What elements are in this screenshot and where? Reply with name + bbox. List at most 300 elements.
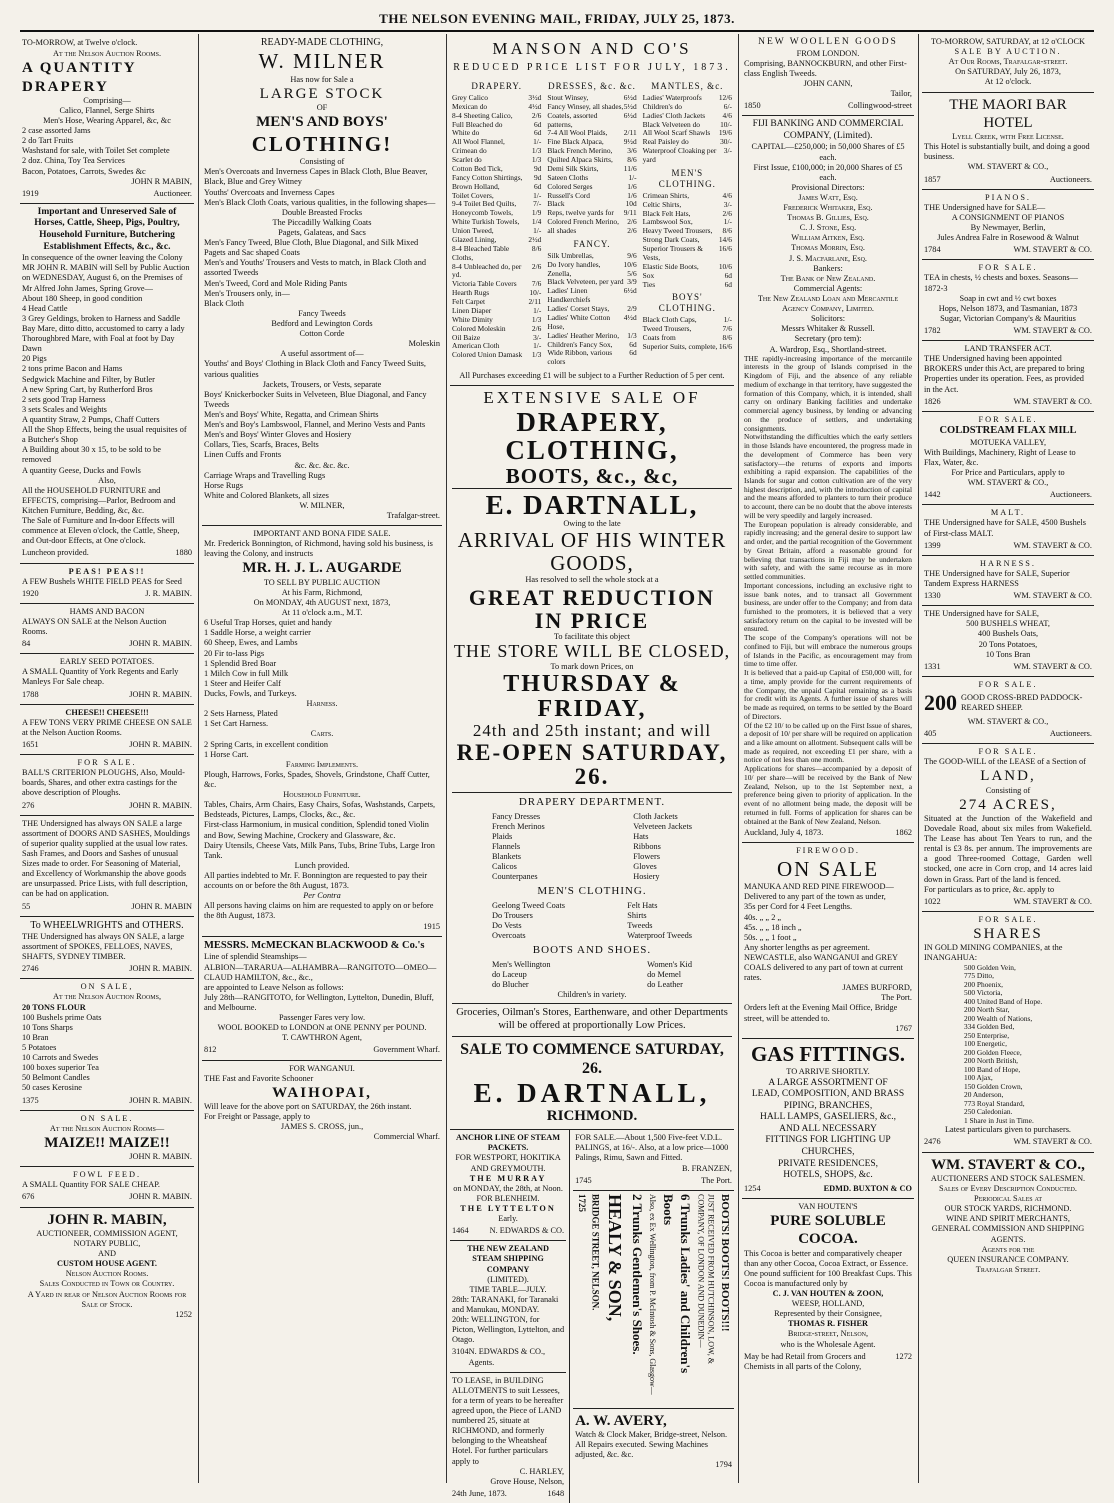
list-item: All parties indebted to Mr. F. Bonnington are requested to pay their accounts on or before the 8th August, 1873. <box>204 870 428 891</box>
ad-when: Early. <box>498 1214 518 1224</box>
ad-line: Sugar, Victorian Company's & Mauritius <box>940 313 1076 323</box>
list-item: 2 do Tart Fruits <box>22 136 74 146</box>
ad-code: 1375 <box>22 1095 39 1105</box>
ad-line: Jules Andrea Falre in Rosewood & Walnut <box>937 233 1079 243</box>
list-item: Bacon, Potatoes, Carrots, Swedes &c <box>22 166 146 176</box>
price-value: 3/6 <box>627 146 637 156</box>
ad-who: who is the Wholesale Agent. <box>780 1339 876 1349</box>
ad-augarde <box>202 526 442 936</box>
price-item: 8-4 Unbleached do, per yd. <box>452 261 522 280</box>
price-value: 14/6 <box>718 235 732 245</box>
list-item: do Laceup <box>492 969 527 979</box>
price-item: all shades <box>547 226 577 236</box>
ad-name: EDMD. BUXTON & CO <box>823 1183 912 1193</box>
price-item: Ladies' Cloth Jackets <box>642 110 706 120</box>
list-item: Men's Hose, Wearing Apparel, &c, &c <box>43 116 171 126</box>
ad-title: CHEESE!! CHEESE!!! <box>65 707 149 717</box>
price-item: Honeycomb Towels, <box>452 208 513 218</box>
ad-intro: Has now for Sale a <box>290 74 354 84</box>
ad-agent: T. CAWTHRON Agent, <box>282 1033 362 1043</box>
list-item: William Aitken, Esq. <box>791 233 865 243</box>
ad-line: Trafalgar Street. <box>975 1264 1041 1274</box>
ad-num: 200 <box>924 689 957 715</box>
list-item: 100 Ajax, <box>964 1073 993 1083</box>
list-item: are appointed to Leave Nelson as follows: <box>204 982 344 992</box>
price-head: BOYS' CLOTHING. <box>658 292 716 314</box>
ad-code: 1272 <box>895 1351 912 1361</box>
list-item: Men's Overcoats and Inverness Capes in Black Cloth, Blue Beaver, Black, Blue and Grey Witney <box>204 167 428 187</box>
price-item: Union Tweed, <box>452 226 494 236</box>
list-item: CHURCHES, <box>801 1147 855 1157</box>
list-item: 250 Enterprise, <box>964 1030 1010 1040</box>
list-item: Sedgwick Machine and Filter, by Butler <box>22 374 155 384</box>
ad-fowl-feed <box>20 1167 194 1207</box>
price-item: Colored Moleskin <box>452 323 506 333</box>
ad-when: TO-MORROW, at Twelve o'clock. <box>22 38 138 47</box>
list-item: Bedford and Lewington Cords <box>271 318 373 328</box>
ad-sol: Solicitors: <box>810 314 846 324</box>
ad-role: Tailor, <box>890 89 912 99</box>
list-item: do Leather <box>647 979 683 989</box>
ad-title: FOR WANGANUI. <box>289 1063 355 1073</box>
list-item: AND ALL NECESSARY <box>779 1123 877 1134</box>
ad-flour <box>20 979 194 1110</box>
ad-potatoes <box>20 654 194 704</box>
ad-line: BOOTS, &c., &c, <box>505 463 679 488</box>
ad-capital: CAPITAL—£250,000; in 50,000 Shares of £5 each. <box>751 142 905 162</box>
price-item: Fancy Winsey, all shades, <box>547 101 624 111</box>
price-value: 4½d <box>528 101 542 111</box>
price-item: Cotton Bed Tick, <box>452 163 503 173</box>
price-value: 9d <box>533 163 542 173</box>
price-item: Superior Suits, complete, <box>642 342 718 352</box>
ad-seller: JOHN R. MABIN. <box>129 1095 192 1105</box>
price-item: Colored French Merino, <box>547 217 619 227</box>
price-item: Fine Black Alpaca, <box>547 137 604 147</box>
ad-code: 1920 <box>22 588 39 598</box>
column-4 <box>742 34 914 1483</box>
price-value: 16/6 <box>718 244 732 254</box>
ad-healy-boots <box>573 1191 734 1409</box>
list-item: 6 Useful Trap Horses, quiet and handy <box>204 618 332 628</box>
ad-fiji-bank <box>742 116 914 843</box>
list-item: 1 Horse Cart. <box>204 749 249 759</box>
list-item: Bay Mare, ditto ditto, accustomed to carry a lady <box>22 323 185 333</box>
ad-line: CUSTOM HOUSE AGENT. <box>57 1259 157 1269</box>
ad-sign: W. MILNER, <box>299 500 345 510</box>
ad-body: THE Undersigned having been appointed BROKERS under this Act, are prepared to bring Properties under its operation. Fees, as provided in the Act. <box>924 354 1085 394</box>
ad-title: FOR SALE. <box>77 758 137 768</box>
price-item: All Wool Scarf Shawls <box>642 128 711 138</box>
list-item: 500 Golden Vein, <box>964 962 1016 972</box>
ad-title: PIANOS. <box>984 192 1032 202</box>
list-item: 3 Grey Geldings, broken to Harness and Saddle <box>22 313 181 323</box>
list-item: A useful assortment of— <box>280 349 364 359</box>
ad-line: BOOTS! BOOTS! BOOTS!!! <box>719 1193 731 1332</box>
list-item: Ducks, Fowls, and Turkeys. <box>204 688 297 698</box>
price-item: Coats from <box>642 333 676 343</box>
list-item: 200 Wealth of Nations, <box>964 1013 1033 1023</box>
list-item: 1 Steer and Heifer Calf <box>204 678 281 688</box>
ad-anchor-line <box>450 1130 566 1241</box>
price-item: Demi Silk Skirts, <box>547 163 599 173</box>
list-item: 1 Set Cart Harness. <box>204 719 269 729</box>
ad-name: A. W. AVERY, <box>575 1412 667 1429</box>
price-value: 30/- <box>720 137 732 147</box>
list-item: A LARGE ASSORTMENT OF <box>768 1077 888 1088</box>
ad-line: 2 Trunks Gentlemen's Shoes. <box>629 1193 645 1355</box>
list-item: Counterpanes <box>492 872 538 882</box>
ad-title: MALT. <box>990 508 1026 518</box>
price-item: Russell's Cord <box>547 190 590 200</box>
price-item: Real Paisley do <box>642 137 689 147</box>
ad-name: WM. STAVERT & CO. <box>1013 540 1092 550</box>
price-item: Felt Carpet <box>452 297 486 307</box>
price-value: 3/- <box>723 146 732 156</box>
ad-intro: MR JOHN R. MABIN will Sell by Public Auction on WEDNESDAY, August 6, on the Premises of Mr Alfred John James, Spring Grove— <box>22 263 190 293</box>
price-item: Heavy Tweed Trousers, <box>642 226 713 236</box>
price-value: 1/- <box>533 226 542 236</box>
ad-dartnall <box>450 386 734 1130</box>
ad-code: 84 <box>22 639 31 649</box>
ad-body: MANUKA AND RED PINE FIREWOOD—Delivered to any part of the town as under, <box>744 882 894 902</box>
ad-body: THE Undersigned has always ON SALE a large assortment of DOORS AND SASHES, Mouldings of superior quality supplied at the usual low rates. Sash Frames, and Doors and Sashes of unusual Sizes made to order. For Seasoning of Material, and Excellency of Workmanship the above goods are unsurpassed. Price Lists, with full description, can be had on application. <box>22 818 190 899</box>
ad-line: GREAT REDUCTION IN PRICE <box>468 584 716 633</box>
ad-sub: Consisting of <box>985 785 1031 795</box>
list-item: 100 Bushels prime Oats <box>22 1012 102 1022</box>
list-item: White and Colored Blankets, all sizes <box>204 490 329 500</box>
ad-mcmeckan <box>202 937 442 1061</box>
ad-title: VAN HOUTEN'S <box>798 1201 858 1211</box>
ad-name: MESSRS. McMECKAN BLACKWOOD & Co.'s <box>204 939 425 951</box>
list-item: Calico, Flannel, Serge Shirts <box>59 105 155 115</box>
ad-dest: FOR BLENHEIM. <box>476 1193 540 1203</box>
ad-line: To mark down Prices, on <box>550 661 634 671</box>
price-item: Black Velveteen, per yard <box>547 277 624 287</box>
ad-line: THURSDAY & FRIDAY, <box>503 670 681 722</box>
ad-groceries: Groceries, Oilman's Stores, Earthenware, and other Departments will be offered at proportionally Low Prices. <box>452 1003 732 1033</box>
ad-line: DRAPERY, CLOTHING, <box>505 407 679 466</box>
ad-line: ARRIVAL OF HIS WINTER GOODS, <box>457 528 727 576</box>
price-item: Brown Holland, <box>452 181 500 191</box>
list-item: Applications for shares—accompanied by a deposit of 10/ per share—will be received by the Bank of New Zealand, Nelson, up to the 1st September next, a preference being given to priority of application. In the event of no allotment being made, the deposit will be returned in full. Forms of application for shares can be obtained at the Bank of New Zealand, Nelson. <box>744 764 912 826</box>
ad-line: Soap in cwt and ½ cwt boxes <box>959 293 1057 303</box>
ad-body: GOOD CROSS-BRED PADDOCK-REARED SHEEP. <box>961 693 1083 713</box>
price-item: White Dimity <box>452 314 493 324</box>
price-value: 6/- <box>723 101 732 111</box>
ad-place: WEESP, HOLLAND, <box>791 1299 865 1309</box>
ad-line: WINE AND SPIRIT MERCHANTS, <box>946 1214 1070 1224</box>
ad-coal: NEWCASTLE, also WANGANUI and GREY COALS delivered to any part of town at current rates. <box>744 952 903 983</box>
ad-role: Auctioneers. <box>1049 174 1092 184</box>
ad-agent: N. EDWARDS & CO., Agents. <box>468 1347 546 1367</box>
ad-body: A SMALL Quantity of York Regents and Early Manleys For Sale cheap. <box>22 667 179 687</box>
price-item: Victoria Table Covers <box>452 279 517 289</box>
list-item: It is believed that a paid-up Capital of £50,000 will, for a time, amply provide for the current requirements of the Company, the unpaid Capital remaining as a basis for credit with its Agents. A further issue of shares will be made as required, on terms to be settled by the Board of Directors. <box>744 668 912 721</box>
price-head: FANCY. <box>573 238 611 249</box>
price-value: 7/6 <box>722 324 732 334</box>
list-item: 20 TONS FLOUR <box>22 1002 86 1012</box>
list-item: Linen Cuffs and Fronts <box>204 450 282 460</box>
list-item: 4 Head Cattle <box>22 303 68 313</box>
ad-title: FOR SALE. <box>978 679 1038 689</box>
ad-line: A CONSIGNMENT OF PIANOS <box>951 212 1065 222</box>
ad-headline: A QUANTITY DRAPERY <box>22 60 137 95</box>
list-item: PRIVATE RESIDENCES, <box>777 1158 879 1169</box>
list-item: Important concessions, including an exclusive right to issue bank notes, and to transact all Government business, are under offer to the Company; and from data furnished to the promoters, it is believed that a very satisfactory return on the capital to be invested will be ensured. <box>744 580 912 634</box>
ad-when: TO-MORROW, SATURDAY, at 12 o'CLOCK <box>930 37 1086 46</box>
price-value: 6½d <box>623 92 637 102</box>
column-center <box>450 34 734 1498</box>
ad-name: THOMAS R. FISHER <box>788 1319 868 1329</box>
list-item: Tables, Chairs, Arm Chairs, Easy Chairs, Sofas, Washstands, Carpets, Bedsteads, Pictures, Lamps, Clocks, &c., &c. <box>204 800 436 820</box>
ad-note: The Sale of Furniture and In-door Effects will commence at Eleven o'clock, the Cattle, Sheep, and Out-door Effects, at One o'clock. <box>22 516 180 546</box>
price-value: 6½d <box>623 110 637 120</box>
ad-body: A SMALL Quantity FOR SALE CHEAP. <box>22 1180 160 1190</box>
ad-wharf: Commercial Wharf. <box>373 1132 440 1142</box>
list-item: 50 Belmont Candles <box>22 1073 90 1083</box>
ad-code: 1648 <box>547 1488 565 1498</box>
ad-malt <box>922 505 1094 555</box>
list-item: 1 Splendid Bred Boar <box>204 658 277 668</box>
list-item: 200 Golden Fleece, <box>964 1047 1022 1057</box>
list-item: 10 Carrots and Swedes <box>22 1053 99 1063</box>
price-item: 9-4 Toilet Bed Quilts, <box>452 199 517 209</box>
ad-code: 1252 <box>175 1309 192 1319</box>
price-item: Waterproof Cloaking per yard <box>642 146 717 165</box>
list-item: Lunch provided. <box>294 860 350 870</box>
column-5 <box>922 34 1094 1483</box>
price-value: 4½d <box>623 312 637 322</box>
ad-body: TEA in chests, ½ chests and boxes. Seasons—1872-3 <box>924 273 1078 293</box>
ad-pianos <box>922 190 1094 261</box>
ad-place: At his Farm, Richmond, <box>281 587 363 597</box>
price-value: 6d <box>629 339 637 349</box>
ad-sub: Lyell Creek, with Free License. <box>952 132 1064 142</box>
ad-name: C. HARLEY, <box>519 1466 565 1476</box>
price-item: Black <box>547 199 565 209</box>
ad-code: 1330 <box>924 591 941 601</box>
price-value: 6d <box>724 279 732 289</box>
price-item: Black Velveteen do <box>642 119 700 129</box>
price-head: DRAPERY. <box>471 80 522 91</box>
ad-code: 1767 <box>895 1023 912 1033</box>
list-item: Men's Tweed, Cord and Mole Riding Pants <box>204 278 347 288</box>
list-item: Dairy Utensils, Cheese Vats, Milk Pans, Tubs, Brine Tubs, Large Iron Tank. <box>204 840 435 860</box>
ad-discount: All Purchases exceeding £1 will be subject to a Further Reduction of 5 per cent. <box>459 371 725 381</box>
list-item: Household Furniture. <box>283 790 361 800</box>
list-item: Jackets, Trousers, or Vests, separate <box>262 379 382 389</box>
price-value: 10/6 <box>623 259 637 269</box>
price-item: Elastic Side Boots, <box>642 261 699 271</box>
ad-seller: JOHN R. MABIN. <box>129 1152 192 1162</box>
list-item: 500 BUSHELS WHEAT, <box>966 619 1050 629</box>
ad-wharf: Government Wharf. <box>373 1045 440 1055</box>
price-value: 9/6 <box>627 250 637 260</box>
price-value: 8/6 <box>722 333 732 343</box>
ad-line: RICHMOND. <box>546 1107 638 1124</box>
list-item: &c. &c. &c. &c. <box>294 460 350 470</box>
ad-nz-steam <box>450 1241 566 1372</box>
ad-line: OUR STOCK YARDS, RICHMOND. <box>944 1204 1072 1214</box>
ad-headline: Important and Unreserved Sale of Horses, Cattle, Sheep, Pigs, Poultry, Household Furniture, Butchering Establishment Effects, &c., &c. <box>34 206 180 252</box>
list-item: Flowers <box>633 851 660 861</box>
list-item: C. J. Stone, Esq. <box>799 223 857 233</box>
ad-name: JOHN CANN, <box>803 78 853 88</box>
ad-kind: MEN'S AND BOYS' <box>256 114 388 131</box>
ad-big: CLOTHING! <box>251 131 393 156</box>
ad-name: WM. STAVERT & CO. <box>1013 661 1092 671</box>
price-item: Children's Fancy Sox, <box>547 339 613 349</box>
price-head: DRESSES, &c. &c. <box>548 80 636 91</box>
ad-of: OF <box>316 103 328 113</box>
price-item: Black Cloth Caps, <box>642 315 697 325</box>
ad-title: ANCHOR LINE OF STEAM PACKETS. <box>455 1133 561 1153</box>
ad-seller: JOHN R. MABIN. <box>129 689 192 699</box>
column-2 <box>202 34 442 1483</box>
list-item: Geelong Tweed Coats <box>492 900 565 910</box>
price-row <box>643 281 732 290</box>
list-item: Men's and Boys' White, Regatta, and Crimean Shirts <box>204 409 379 419</box>
list-item: Waterproof Tweeds <box>627 931 692 941</box>
list-item: 10 Tons Sharps <box>22 1022 73 1032</box>
list-item: Women's Kid <box>647 959 692 969</box>
ad-body: Watch & Clock Maker, Bridge-street, Nelson. All Repairs executed. Sewing Machines adjusted, &c. &c. <box>575 1430 728 1460</box>
ad-code: 1022 <box>924 896 941 906</box>
ad-line: E. DARTNALL, <box>452 488 732 519</box>
price-value: 1/3 <box>627 330 637 340</box>
price-item: All Wool Flannel, <box>452 137 505 147</box>
list-item: Cotton Corde <box>299 329 345 339</box>
price-column-drapery <box>452 78 541 367</box>
list-item: 10 Tons Bran <box>985 649 1031 659</box>
list-item: 200 North Star, <box>964 1005 1010 1015</box>
price-value: 1/4 <box>531 217 542 227</box>
price-value: 1/6 <box>627 181 637 191</box>
ad-sub: FROM LONDON. <box>796 48 860 58</box>
list-item: The Piccadilly Walking Coats <box>272 217 372 227</box>
ad-dest: FOR WESTPORT, HOKITIKA AND GREYMOUTH. <box>455 1153 561 1173</box>
ad-name: WM. STAVERT & CO., <box>967 162 1049 172</box>
price-item: 8-4 Sheeting Calico, <box>452 110 513 120</box>
ad-addr: The Port. <box>881 993 912 1003</box>
ad-unreserved-sale <box>20 204 194 564</box>
ad-bank: The Bank of New Zealand. <box>780 273 876 283</box>
price-row <box>452 263 541 281</box>
price-item: Stout Winsey, <box>547 92 589 102</box>
list-item: Harness. <box>306 699 338 709</box>
price-value: 7/6 <box>531 279 542 289</box>
list-item: 2 sets good Trap Harness <box>22 394 106 404</box>
ad-line: HEALY & SON, <box>604 1193 625 1321</box>
ad-intro: The GOOD-WILL of the LEASE of a Section of <box>924 757 1086 767</box>
list-item: Pagets, Galateas, and Sacs <box>278 227 366 237</box>
list-item: 500 Victoria, <box>964 988 1003 998</box>
ad-peas <box>20 564 194 604</box>
ad-body: THE Undersigned have for SALE, Superior Tandem Express HARNESS <box>924 568 1070 588</box>
price-row <box>547 287 636 305</box>
ad-title: HAMS AND BACON <box>69 606 145 616</box>
column-rule <box>918 34 919 1483</box>
ad-body: THE Fast and Favorite Schooner <box>204 1073 314 1083</box>
ad-line: Sales Conducted in Town or Country. <box>39 1279 175 1289</box>
ad-seller: JOHN R. MABIN. <box>129 1192 192 1202</box>
ad-line: Periodical Sales at <box>973 1194 1043 1204</box>
ad-name: WM. STAVERT & CO., <box>967 716 1049 726</box>
ad-title: FOR SALE. <box>978 914 1038 924</box>
list-item: All the Shop Effects, being the usual requisites of a Butcher's Shop <box>22 425 187 445</box>
price-value: 1/- <box>723 315 732 325</box>
ad-gas-fittings <box>742 1039 914 1199</box>
ad-body: BALL'S CRITERION PLOUGHS, Also, Mould-boards, Shares, and other extra castings for the above description of Ploughs. <box>22 768 185 798</box>
list-item: 2 Spring Carts, in excellent condition <box>204 739 328 749</box>
ad-code: 2746 <box>22 964 39 974</box>
price-item: Quilted Alpaca Skirts, <box>547 155 613 165</box>
list-item: 1 Milch Cow in full Milk <box>204 668 289 678</box>
list-item: All persons having claims on him are requested to apply on or before the 8th August, 1873. <box>204 901 434 921</box>
list-item: Plough, Harrows, Forks, Spades, Shovels, Grindstone, Chaff Cutter, &c. <box>204 769 430 789</box>
price-value: 3/9 <box>627 277 637 287</box>
list-item: 50s. „ „ 1 foot „ <box>744 932 797 942</box>
ad-code: 1880 <box>175 548 192 558</box>
ad-code: 1857 <box>924 174 941 184</box>
price-value: 2/6 <box>722 208 732 218</box>
list-item: First-class Harmonium, in musical condition, Splendid toned Violin and Bow, Sewing Machine, Crockery and Glassware, &c. <box>204 820 429 840</box>
ad-foot: May be had Retail from Grocers and Chemists in all parts of the Colony, <box>744 1351 866 1371</box>
ad-code: 812 <box>204 1045 217 1055</box>
ad-sheep <box>922 677 1094 744</box>
ad-solicitor: Messrs Whitaker & Russell. <box>781 324 875 334</box>
ad-title: FOR SALE. <box>978 263 1038 273</box>
list-item: Youths' and Boys' Clothing in Black Cloth and Fancy Tweed Suits, various qualities <box>204 359 426 379</box>
ad-body: A FEW Bushels WHITE FIELD PEAS for Seed <box>22 576 182 586</box>
price-column-dresses <box>547 78 636 367</box>
ad-line: AUCTIONEERS AND STOCK SALESMEN. <box>930 1173 1086 1183</box>
list-item: Also, <box>98 475 116 485</box>
price-item: Superior Trousers & Vests, <box>642 244 704 262</box>
ad-name: JOHN R. MABIN, <box>47 1211 167 1228</box>
dept-head: DRAPERY DEPARTMENT. <box>452 792 732 809</box>
list-item: July 28th—RANGITOTO, for Wellington, Lyttelton, Dunedin, Bluff, and Melbourne. <box>204 992 434 1012</box>
list-item: J. S. Macfarlane, Esq. <box>788 253 868 263</box>
ad-title: FOR SALE. <box>978 414 1038 424</box>
price-item: White do <box>452 128 480 138</box>
price-value: 7/- <box>533 199 542 209</box>
list-item: 250 Caledonian. <box>964 1107 1013 1117</box>
price-value: 2/11 <box>623 128 637 138</box>
ad-mabin-card <box>20 1208 194 1324</box>
price-value: 8/6 <box>531 243 542 253</box>
list-item: LEAD, COMPOSITION, AND BRASS <box>751 1089 905 1100</box>
ad-manson-price-list <box>450 34 734 386</box>
price-value: 10/6 <box>718 261 732 271</box>
dept-head: MEN'S CLOTHING. <box>537 885 647 898</box>
price-item: Children's do <box>642 101 682 111</box>
ad-line: 1725 <box>576 1193 587 1212</box>
ad-body: THE Undersigned have for SALE, <box>924 609 1039 619</box>
ad-doors <box>20 816 194 917</box>
ad-code: 55 <box>22 901 31 911</box>
price-item: Ladies' Heather Merino, <box>547 330 620 340</box>
list-item: 3 sets Scales and Weights <box>22 404 107 414</box>
price-value: 1/- <box>533 341 542 351</box>
price-value: 6d <box>629 348 637 358</box>
list-item: 200 North British, <box>964 1056 1018 1066</box>
price-value: 4/6 <box>722 110 732 120</box>
list-item: THE rapidly-increasing importance of the mercantile interests in the group of Islands comprised in the Kingdom of Fiji, and the absence of any reliable medium of exchange in that territory, have suggested the formation of this Company, which, it is intended, shall carry on ordinary Banking facilities and undertake commercial agency business, by lending or advancing on the produce of settlers, and undertaking consignments. <box>744 353 912 433</box>
ad-line: QUEEN INSURANCE COMPANY. <box>947 1254 1069 1264</box>
price-item: Black Felt Hats, <box>642 208 691 218</box>
